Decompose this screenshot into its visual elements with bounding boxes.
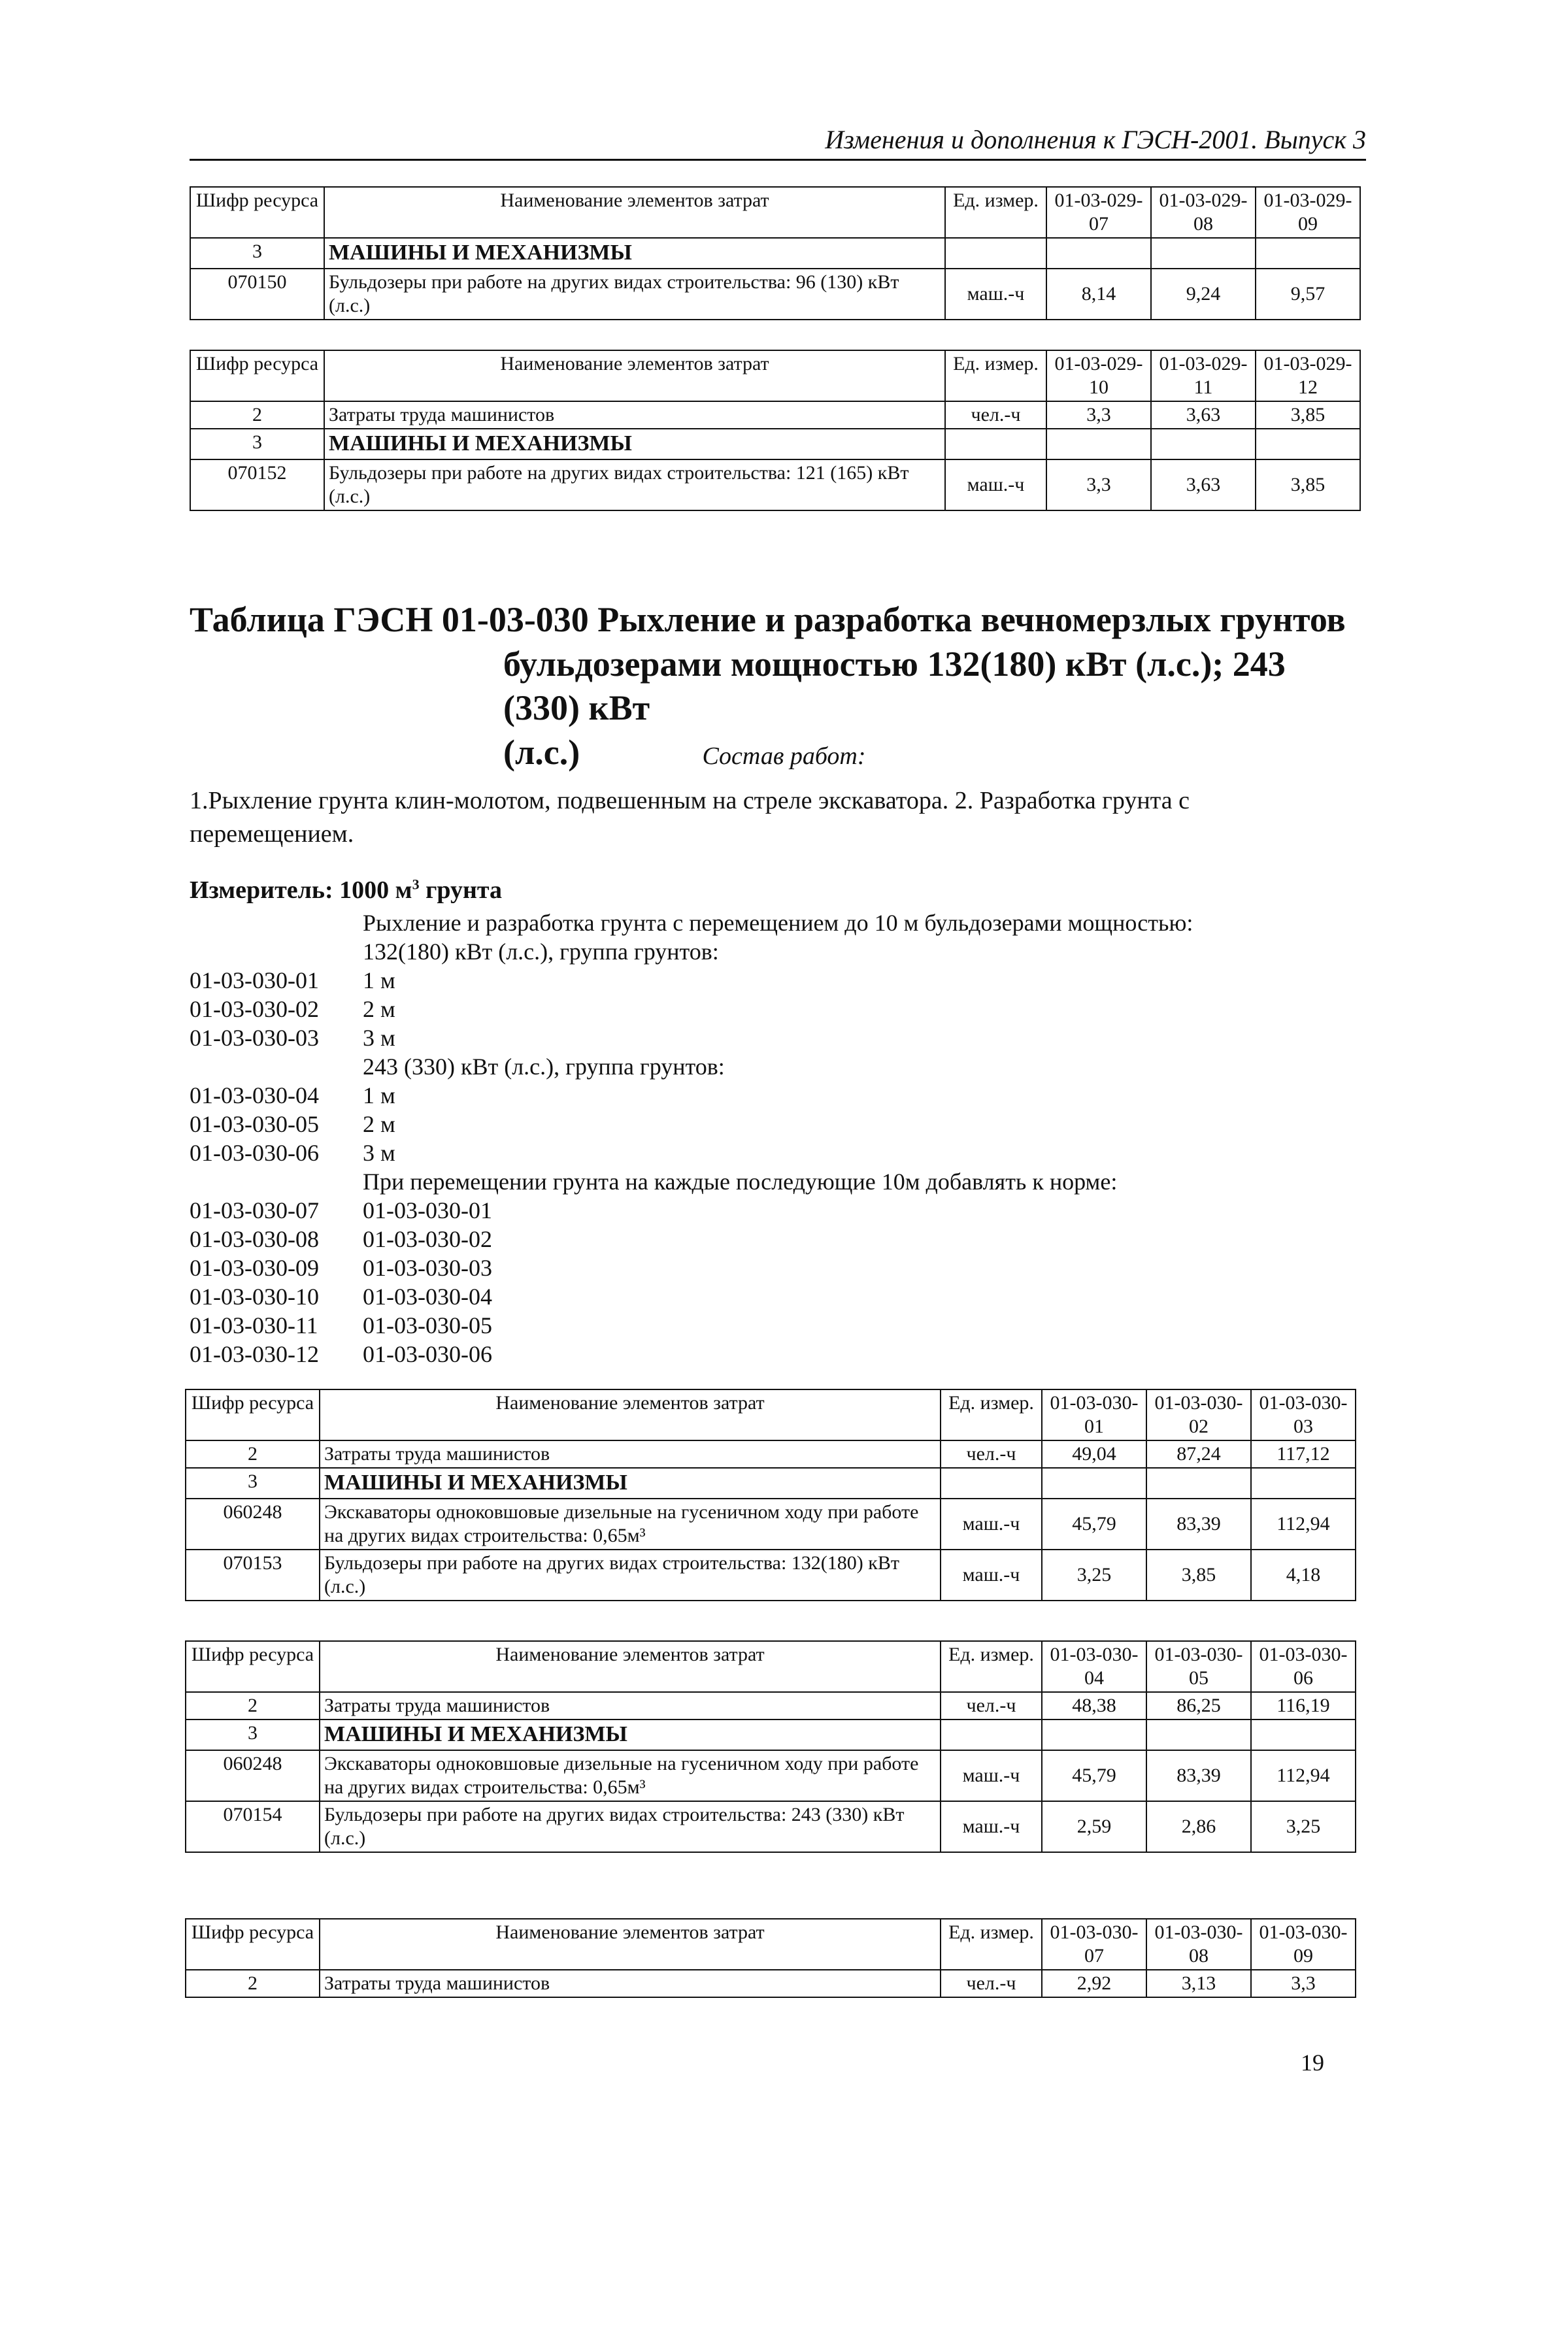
list-item-text: 2 м <box>363 996 395 1022</box>
meter-line <box>190 876 502 905</box>
table-row <box>190 269 1360 320</box>
list-item <box>190 1340 1340 1369</box>
row-value: 45,79 <box>1042 1499 1146 1550</box>
list-item-code: 01-03-030-01 <box>190 967 319 993</box>
row-name: Бульдозеры при работе на других видах строительства: 243 (330) кВт (л.с.) <box>320 1801 941 1852</box>
row-value: 3,13 <box>1146 1970 1251 1997</box>
row-value: 116,19 <box>1251 1692 1356 1720</box>
row-value <box>1256 429 1360 459</box>
running-header: Изменения и дополнения к ГЭСН-2001. Выпуск 3 <box>190 124 1366 161</box>
header-unit: Ед. измер. <box>941 1641 1042 1692</box>
row-code: 3 <box>190 238 324 269</box>
list-item-code: 01-03-030-12 <box>190 1341 319 1367</box>
row-code: 3 <box>186 1468 320 1499</box>
list-item-text: 01-03-030-05 <box>363 1312 492 1338</box>
resource-table <box>185 1918 1356 1998</box>
table-header-row <box>190 350 1360 401</box>
list-item-code: 01-03-030-07 <box>190 1197 319 1223</box>
list-item-code: 01-03-030-04 <box>190 1082 319 1108</box>
table-header-row <box>186 1389 1356 1440</box>
list-item <box>190 937 1340 966</box>
page-number: 19 <box>1301 2050 1324 2076</box>
header-norm-code: 01-03-030-06 <box>1251 1641 1356 1692</box>
row-value <box>1251 1720 1356 1750</box>
row-value <box>1046 238 1151 269</box>
work-composition-heading: Состав работ: <box>702 742 866 770</box>
table-row <box>186 1750 1356 1801</box>
row-value: 3,85 <box>1256 459 1360 510</box>
title-line-2: бульдозерами мощностью 132(180) кВт (л.с.); 243 (330) кВт <box>503 644 1286 727</box>
header-unit: Ед. измер. <box>941 1919 1042 1970</box>
resource-table <box>190 186 1361 320</box>
list-item-text: 3 м <box>363 1025 395 1051</box>
list-item <box>190 908 1340 937</box>
row-unit <box>945 429 1046 459</box>
table-row <box>190 459 1360 510</box>
list-item <box>190 1110 1340 1138</box>
list-item <box>190 1225 1340 1254</box>
row-name: Экскаваторы одноковшовые дизельные на гусеничном ходу при работе на других видах строительства: 0,65м³ <box>320 1750 941 1801</box>
row-value: 3,25 <box>1251 1801 1356 1852</box>
meter-value: 1000 м <box>339 876 412 904</box>
table-header-row <box>190 187 1360 238</box>
row-name: МАШИНЫ И МЕХАНИЗМЫ <box>324 429 945 459</box>
row-name: МАШИНЫ И МЕХАНИЗМЫ <box>324 238 945 269</box>
title-line-3: (л.с.) <box>503 732 580 772</box>
header-norm-code: 01-03-029-12 <box>1256 350 1360 401</box>
list-item-text: 01-03-030-06 <box>363 1341 492 1367</box>
table-row <box>186 1468 1356 1499</box>
row-name: Бульдозеры при работе на других видах строительства: 96 (130) кВт (л.с.) <box>324 269 945 320</box>
table-row <box>186 1970 1356 1997</box>
table-row <box>190 429 1360 459</box>
header-norm-code: 01-03-030-03 <box>1251 1389 1356 1440</box>
row-code: 070150 <box>190 269 324 320</box>
list-item-code: 01-03-030-02 <box>190 996 319 1022</box>
list-item <box>190 1023 1340 1052</box>
row-code: 3 <box>190 429 324 459</box>
row-value: 83,39 <box>1146 1750 1251 1801</box>
row-value: 3,85 <box>1256 401 1360 429</box>
row-code: 2 <box>186 1692 320 1720</box>
list-item-code: 01-03-030-06 <box>190 1140 319 1166</box>
row-value <box>1151 238 1256 269</box>
row-name: Затраты труда машинистов <box>324 401 945 429</box>
header-name: Наименование элементов затрат <box>320 1919 941 1970</box>
list-item-text: 01-03-030-04 <box>363 1284 492 1310</box>
row-value: 9,57 <box>1256 269 1360 320</box>
list-item-text: 01-03-030-03 <box>363 1255 492 1281</box>
list-item-text: Рыхление и разработка грунта с перемещением до 10 м бульдозерами мощностью: <box>363 910 1193 936</box>
row-unit: чел.-ч <box>941 1692 1042 1720</box>
list-item <box>190 1138 1340 1167</box>
table-row <box>186 1692 1356 1720</box>
row-code: 070152 <box>190 459 324 510</box>
row-value: 2,86 <box>1146 1801 1251 1852</box>
row-value: 117,12 <box>1251 1440 1356 1468</box>
row-code: 060248 <box>186 1499 320 1550</box>
header-unit: Ед. измер. <box>945 187 1046 238</box>
row-unit: маш.-ч <box>941 1550 1042 1601</box>
row-unit: чел.-ч <box>941 1440 1042 1468</box>
list-item-text: 3 м <box>363 1140 395 1166</box>
work-composition-text: 1.Рыхление грунта клин-молотом, подвешенным на стреле экскаватора. 2. Разработка грунта с перемещением. <box>190 787 1190 848</box>
list-item <box>190 1254 1340 1282</box>
list-item <box>190 1196 1340 1225</box>
row-value: 48,38 <box>1042 1692 1146 1720</box>
list-item-code: 01-03-030-03 <box>190 1025 319 1051</box>
list-item <box>190 995 1340 1023</box>
resource-table <box>185 1389 1356 1601</box>
header-norm-code: 01-03-029-09 <box>1256 187 1360 238</box>
row-code: 2 <box>190 401 324 429</box>
table-row <box>186 1440 1356 1468</box>
header-code: Шифр ресурса <box>186 1389 320 1440</box>
header-name: Наименование элементов затрат <box>324 187 945 238</box>
row-unit: маш.-ч <box>941 1499 1042 1550</box>
list-item <box>190 966 1340 995</box>
row-value: 8,14 <box>1046 269 1151 320</box>
table-header-row <box>186 1641 1356 1692</box>
row-value: 86,25 <box>1146 1692 1251 1720</box>
row-value <box>1151 429 1256 459</box>
row-name: Затраты труда машинистов <box>320 1692 941 1720</box>
list-item-text: 1 м <box>363 967 395 993</box>
list-item-text: 1 м <box>363 1082 395 1108</box>
row-code: 060248 <box>186 1750 320 1801</box>
list-item-text: При перемещении грунта на каждые последующие 10м добавлять к норме: <box>363 1169 1118 1195</box>
resource-table <box>190 350 1361 511</box>
table-row <box>186 1801 1356 1852</box>
list-item-text: 01-03-030-01 <box>363 1197 492 1223</box>
table-row <box>186 1499 1356 1550</box>
row-value: 3,3 <box>1046 459 1151 510</box>
list-item-code: 01-03-030-08 <box>190 1226 319 1252</box>
row-name: МАШИНЫ И МЕХАНИЗМЫ <box>320 1720 941 1750</box>
header-name: Наименование элементов затрат <box>320 1641 941 1692</box>
row-value: 3,85 <box>1146 1550 1251 1601</box>
header-name: Наименование элементов затрат <box>320 1389 941 1440</box>
row-value: 2,59 <box>1042 1801 1146 1852</box>
list-item <box>190 1052 1340 1081</box>
meter-sup: 3 <box>412 876 420 893</box>
norm-list <box>190 908 1340 1369</box>
row-name: МАШИНЫ И МЕХАНИЗМЫ <box>320 1468 941 1499</box>
row-name: Экскаваторы одноковшовые дизельные на гусеничном ходу при работе на других видах строительства: 0,65м³ <box>320 1499 941 1550</box>
meter-tail: грунта <box>419 876 502 904</box>
row-value: 49,04 <box>1042 1440 1146 1468</box>
header-norm-code: 01-03-030-08 <box>1146 1919 1251 1970</box>
list-item-code: 01-03-030-10 <box>190 1284 319 1310</box>
row-value: 112,94 <box>1251 1499 1356 1550</box>
row-value: 45,79 <box>1042 1750 1146 1801</box>
list-item-text: 01-03-030-02 <box>363 1226 492 1252</box>
header-unit: Ед. измер. <box>941 1389 1042 1440</box>
header-norm-code: 01-03-030-02 <box>1146 1389 1251 1440</box>
list-item-text: 2 м <box>363 1111 395 1137</box>
row-value: 112,94 <box>1251 1750 1356 1801</box>
header-unit: Ед. измер. <box>945 350 1046 401</box>
header-norm-code: 01-03-029-10 <box>1046 350 1151 401</box>
header-code: Шифр ресурса <box>186 1641 320 1692</box>
row-value <box>1146 1720 1251 1750</box>
list-item-code: 01-03-030-09 <box>190 1255 319 1281</box>
row-name: Затраты труда машинистов <box>320 1970 941 1997</box>
table-row <box>190 238 1360 269</box>
row-code: 2 <box>186 1440 320 1468</box>
row-unit <box>945 238 1046 269</box>
row-unit: чел.-ч <box>945 401 1046 429</box>
list-item <box>190 1311 1340 1340</box>
header-code: Шифр ресурса <box>190 187 324 238</box>
resource-table <box>185 1640 1356 1853</box>
row-value: 3,3 <box>1251 1970 1356 1997</box>
row-code: 070154 <box>186 1801 320 1852</box>
header-norm-code: 01-03-029-07 <box>1046 187 1151 238</box>
row-value: 3,63 <box>1151 401 1256 429</box>
row-name: Бульдозеры при работе на других видах строительства: 121 (165) кВт (л.с.) <box>324 459 945 510</box>
row-value: 83,39 <box>1146 1499 1251 1550</box>
row-value: 3,63 <box>1151 459 1256 510</box>
row-unit: маш.-ч <box>941 1750 1042 1801</box>
header-code: Шифр ресурса <box>186 1919 320 1970</box>
header-norm-code: 01-03-030-01 <box>1042 1389 1146 1440</box>
row-unit: чел.-ч <box>941 1970 1042 1997</box>
row-code: 070153 <box>186 1550 320 1601</box>
header-code: Шифр ресурса <box>190 350 324 401</box>
row-value <box>1256 238 1360 269</box>
row-unit: маш.-ч <box>945 459 1046 510</box>
row-value <box>1251 1468 1356 1499</box>
header-norm-code: 01-03-030-04 <box>1042 1641 1146 1692</box>
row-value: 4,18 <box>1251 1550 1356 1601</box>
row-value <box>1042 1720 1146 1750</box>
table-row <box>186 1550 1356 1601</box>
row-value: 3,25 <box>1042 1550 1146 1601</box>
list-item-code: 01-03-030-05 <box>190 1111 319 1137</box>
list-item <box>190 1081 1340 1110</box>
meter-label: Измеритель: <box>190 876 333 904</box>
header-norm-code: 01-03-029-08 <box>1151 187 1256 238</box>
row-value <box>1046 429 1151 459</box>
row-unit: маш.-ч <box>941 1801 1042 1852</box>
row-value <box>1146 1468 1251 1499</box>
table-row <box>190 401 1360 429</box>
row-code: 3 <box>186 1720 320 1750</box>
list-item-text: 243 (330) кВт (л.с.), группа грунтов: <box>363 1054 725 1080</box>
row-unit <box>941 1468 1042 1499</box>
table-row <box>186 1720 1356 1750</box>
row-code: 2 <box>186 1970 320 1997</box>
list-item-code: 01-03-030-11 <box>190 1312 318 1338</box>
header-norm-code: 01-03-030-07 <box>1042 1919 1146 1970</box>
row-unit: маш.-ч <box>945 269 1046 320</box>
row-unit <box>941 1720 1042 1750</box>
list-item <box>190 1282 1340 1311</box>
table-header-row <box>186 1919 1356 1970</box>
row-value <box>1042 1468 1146 1499</box>
list-item <box>190 1167 1340 1196</box>
header-norm-code: 01-03-030-09 <box>1251 1919 1356 1970</box>
row-value: 9,24 <box>1151 269 1256 320</box>
row-name: Затраты труда машинистов <box>320 1440 941 1468</box>
header-name: Наименование элементов затрат <box>324 350 945 401</box>
header-norm-code: 01-03-030-05 <box>1146 1641 1251 1692</box>
list-item-text: 132(180) кВт (л.с.), группа грунтов: <box>363 939 719 965</box>
row-name: Бульдозеры при работе на других видах строительства: 132(180) кВт (л.с.) <box>320 1550 941 1601</box>
row-value: 2,92 <box>1042 1970 1146 1997</box>
row-value: 3,3 <box>1046 401 1151 429</box>
row-value: 87,24 <box>1146 1440 1251 1468</box>
header-norm-code: 01-03-029-11 <box>1151 350 1256 401</box>
title-line-1: Таблица ГЭСН 01-03-030 Рыхление и разработка вечномерзлых грунтов <box>190 600 1346 639</box>
